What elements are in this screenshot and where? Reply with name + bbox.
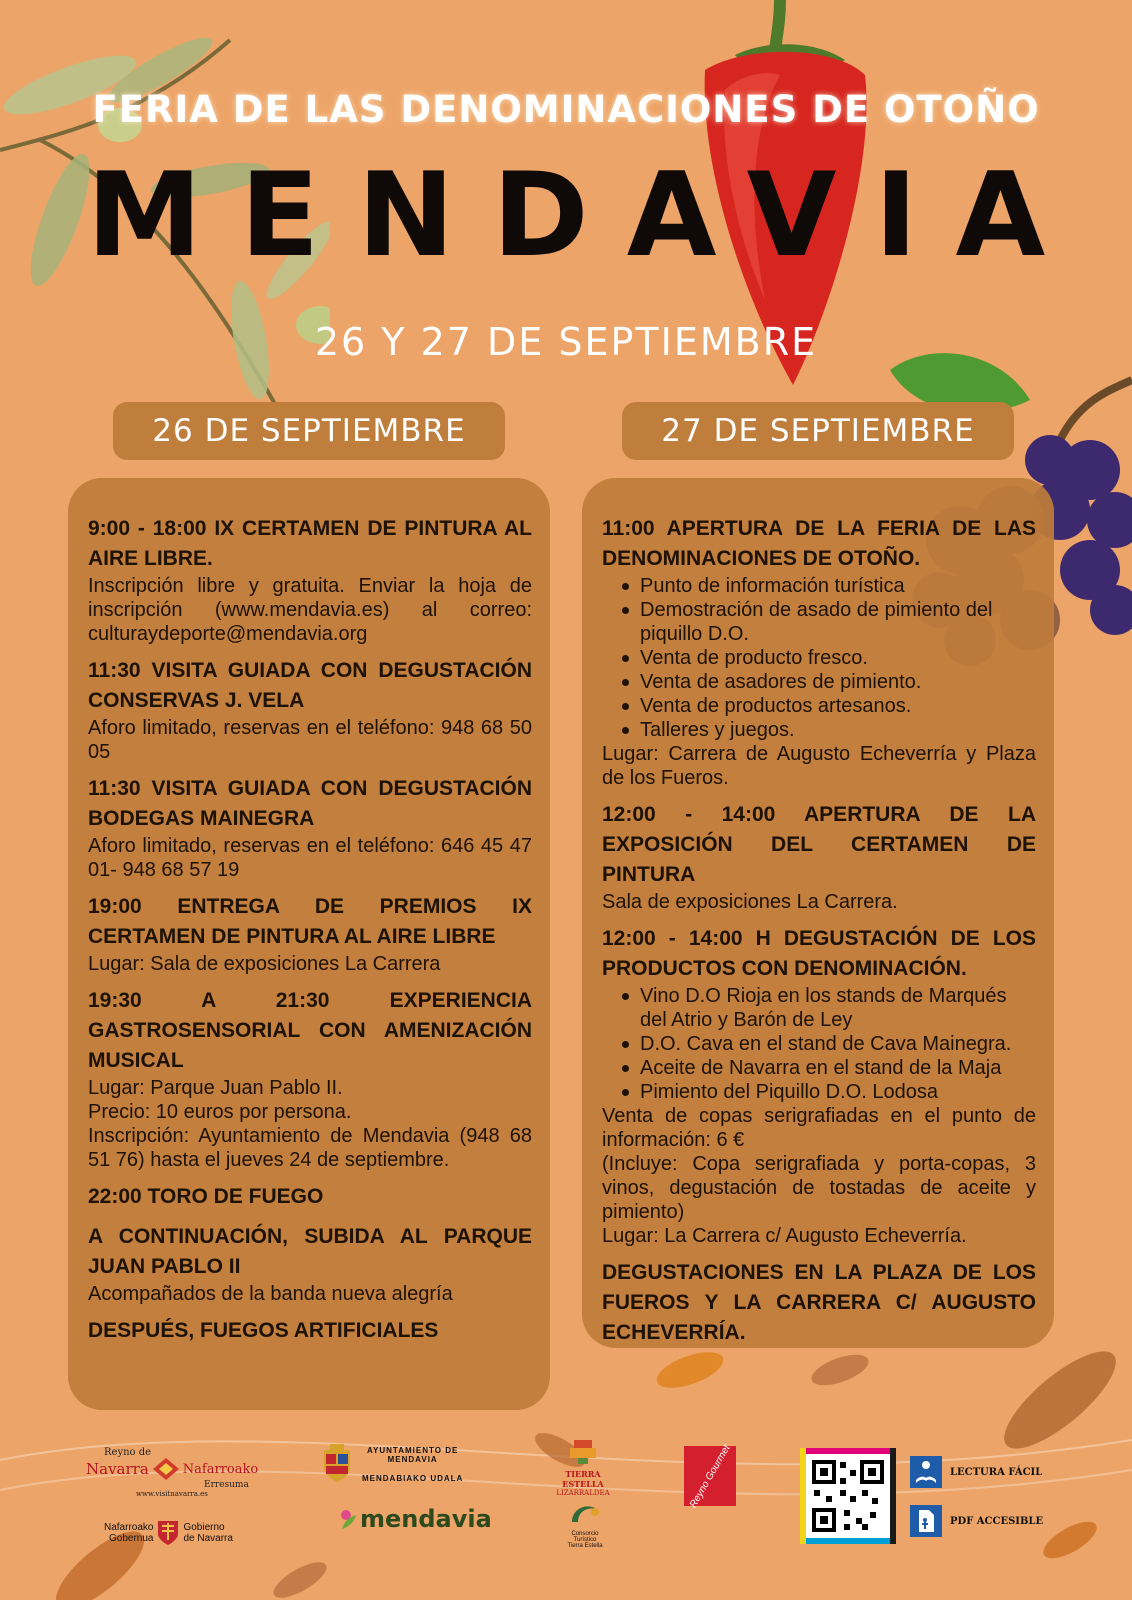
day2-event-text: Sala de exposiciones La Carrera. (602, 891, 898, 913)
day1-event-heading: DESPUÉS, FUEGOS ARTIFICIALES (88, 1319, 439, 1342)
list-item: D.O. Cava en el stand de Cava Mainegra. (620, 1032, 1036, 1056)
day1-event-heading: 22:00 TORO DE FUEGO (88, 1185, 324, 1208)
list-item: Punto de información turística (620, 574, 1036, 598)
day2-event-text: Venta de copas serigrafiadas en el punto de información: 6 € (602, 1105, 1036, 1151)
qr-code-icon[interactable] (800, 1448, 896, 1544)
day1-event-text: Acompañados de la banda nueva alegría (88, 1283, 453, 1305)
navarra-cross-icon (153, 1458, 179, 1480)
list-item: Aceite de Navarra en el stand de la Maja (620, 1056, 1036, 1080)
gobierno-navarra-logo: Nafarroako Gobernua Gobierno de Navarra (104, 1522, 233, 1544)
list-item: Pimiento del Piquillo D.O. Lodosa (620, 1080, 1036, 1104)
day1-event-text: Precio: 10 euros por persona. (88, 1101, 352, 1123)
list-item: Venta de productos artesanos. (620, 694, 1036, 718)
tierra-estella-logo: TIERRA ESTELLA LIZARRALDEA (548, 1438, 618, 1497)
day2-event-heading: 12:00 - 14:00 H DEGUSTACIÓN DE LOS PRODUCTOS CON DENOMINACIÓN. (602, 927, 1036, 980)
event-subtitle: FERIA DE LAS DENOMINACIONES DE OTOÑO (92, 88, 1040, 131)
day1-event-heading: 11:30 VISITA GUIADA CON DEGUSTACIÓN CONSERVAS J. VELA (88, 659, 532, 712)
day2-activity-list (602, 574, 1036, 742)
day2-schedule-panel (582, 478, 1054, 1348)
list-item: Talleres y juegos. (620, 718, 1036, 742)
accessible-pdf-icon (910, 1505, 942, 1537)
pdf-accesible-link[interactable]: PDF ACCESIBLE (910, 1505, 1043, 1537)
day2-event-text: Lugar: La Carrera c/ Augusto Echeverría. (602, 1225, 967, 1247)
navarra-shield-icon (157, 1520, 179, 1546)
page-title: MENDAVIA (86, 148, 1084, 283)
day1-event-heading: 9:00 - 18:00 IX CERTAMEN DE PINTURA AL AIRE LIBRE. (88, 517, 532, 570)
day1-event-text: Lugar: Sala de exposiciones La Carrera (88, 953, 441, 975)
consorcio-swirl-icon (568, 1500, 602, 1526)
list-item: Venta de producto fresco. (620, 646, 1036, 670)
day1-label: 26 DE SEPTIEMBRE (113, 402, 505, 460)
day1-event-text: Aforo limitado, reservas en el teléfono: 646 45 47 01- 948 68 57 19 (88, 835, 532, 881)
day1-event-text: Inscripción: Ayuntamiento de Mendavia (948 68 51 76) hasta el jueves 24 de septiembre. (88, 1125, 532, 1171)
easy-read-icon (910, 1456, 942, 1488)
day1-event-text: Inscripción libre y gratuita. Enviar la hoja de inscripción (www.mendavia.es) al correo: culturaydeporte@mendavia.org (88, 575, 532, 645)
reyno-navarra-logo: Reyno de Navarra Nafarroako Erresuma www.visitnavarra.es (86, 1447, 259, 1498)
mendavia-brand-logo: mendavia (338, 1505, 492, 1533)
day1-event-text: Lugar: Parque Juan Pablo II. (88, 1077, 343, 1099)
day1-schedule-panel (68, 478, 550, 1410)
lectura-facil-link[interactable]: LECTURA FÁCIL (910, 1456, 1042, 1488)
day2-label: 27 DE SEPTIEMBRE (622, 402, 1014, 460)
day1-event-heading: A CONTINUACIÓN, SUBIDA AL PARQUE JUAN PABLO II (88, 1225, 532, 1278)
consorcio-turistico-logo: Consorcio Turístico Tierra Estella (560, 1500, 610, 1549)
day1-event-heading: 19:00 ENTREGA DE PREMIOS IX CERTAMEN DE PINTURA AL AIRE LIBRE (88, 895, 532, 948)
day2-event-heading: 12:00 - 14:00 APERTURA DE LA EXPOSICIÓN DEL CERTAMEN DE PINTURA (602, 803, 1036, 886)
mendavia-crest-icon (322, 1444, 352, 1484)
list-item: Demostración de asado de pimiento del piquillo D.O. (620, 598, 1036, 646)
list-item: Venta de asadores de pimiento. (620, 670, 1036, 694)
day2-event-heading: DEGUSTACIONES EN LA PLAZA DE LOS FUEROS Y LA CARRERA C/ AUGUSTO ECHEVERRÍA. (602, 1261, 1036, 1344)
day1-event-heading: 11:30 VISITA GUIADA CON DEGUSTACIÓN BODEGAS MAINEGRA (88, 777, 532, 830)
day2-tasting-list (602, 984, 1036, 1104)
ayuntamiento-logo: AYUNTAMIENTO DE MENDAVIA MENDABIAKO UDALA (322, 1444, 463, 1484)
tierra-estella-icon (568, 1438, 598, 1464)
event-dates: 26 Y 27 DE SEPTIEMBRE (314, 320, 818, 364)
list-item: Vino D.O Rioja en los stands de Marqués del Atrio y Barón de Ley (620, 984, 1036, 1032)
day2-event-heading: 11:00 APERTURA DE LA FERIA DE LAS DENOMINACIONES DE OTOÑO. (602, 517, 1036, 570)
day2-event-text: (Incluye: Copa serigrafiada y porta-copas, 3 vinos, degustación de tostadas de aceite y pimiento) (602, 1153, 1036, 1223)
day1-event-heading: 19:30 A 21:30 EXPERIENCIA GASTROSENSORIAL CON AMENIZACIÓN MUSICAL (88, 989, 532, 1072)
reyno-gourmet-logo: Reyno Gourmet (684, 1446, 736, 1506)
day1-event-text: Aforo limitado, reservas en el teléfono: 948 68 50 05 (88, 717, 532, 763)
day2-event-text: Lugar: Carrera de Augusto Echeverría y Plaza de los Fueros. (602, 743, 1036, 789)
mendavia-leaf-icon (338, 1507, 358, 1531)
